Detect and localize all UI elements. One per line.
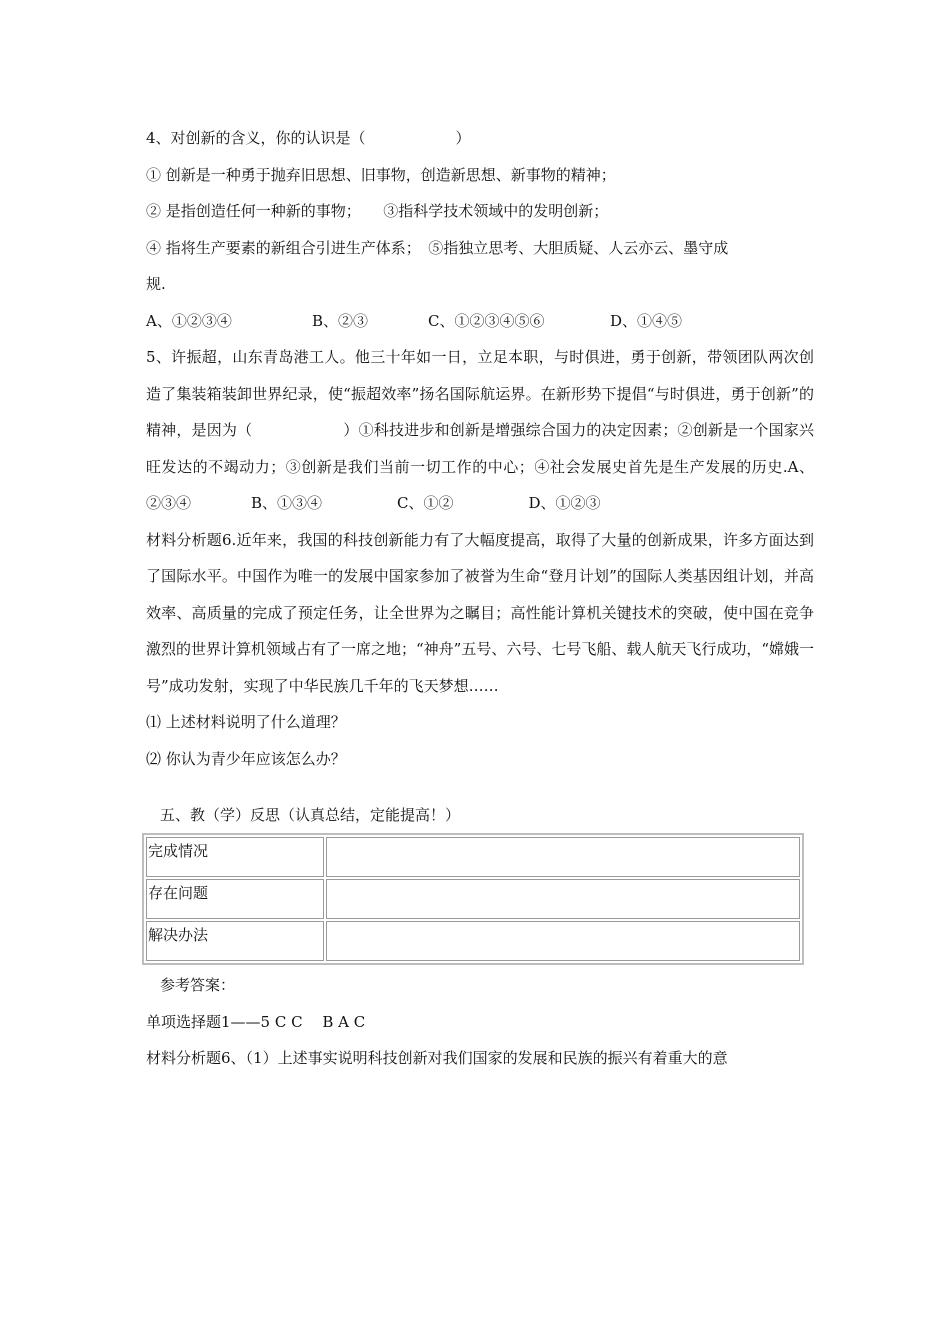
question-6-sub-1: ⑴ 上述材料说明了什么道理？ (146, 713, 346, 731)
question-4-stem: 4、对创新的含义，你的认识是（ ） (146, 129, 471, 147)
table-row (146, 879, 800, 919)
row-cell-completion[interactable] (326, 837, 800, 877)
reflection-title: 五、教（学）反思（认真总结，定能提高！） (160, 806, 461, 824)
document-page (146, 120, 814, 1077)
answers-analysis: 材料分析题6、（1）上述事实说明科技创新对我们国家的发展和民族的振兴有着重大的意 (146, 1049, 728, 1067)
option-d: D、①④⑤ (610, 311, 683, 330)
answers-single-choice: 单项选择题1——5 C C B A C (146, 1012, 366, 1031)
answers-section (146, 967, 814, 1077)
row-cell-solutions[interactable] (326, 921, 800, 961)
option-a: A、①②③④ (146, 311, 232, 330)
question-5: 5、许振超，山东青岛港工人。他三十年如一日，立足本职，与时俱进，勇于创新，带领团队两次创造了集装箱装卸世界纪录，使“振超效率”扬名国际航运界。在新形势下提倡“与时俱进，勇于创新”的精神，是因为（ ）①科技进步和创新是增强综合国力的决定因素；②创新是一个国家兴旺发达的不竭动力；③创新是我们当前一切工作的中心；④社会发展史首先是生产发展的历史.A、②③④ B、①③④ C、①② D、①②③ (146, 348, 814, 512)
row-label-problems: 存在问题 (146, 879, 324, 919)
table-row (146, 837, 800, 877)
question-4 (146, 120, 814, 339)
question-4-item-4: 规. (146, 275, 166, 293)
question-4-item-1: ① 创新是一种勇于抛弃旧思想、旧事物，创造新思想、新事物的精神； (146, 165, 616, 184)
table-row (146, 921, 800, 961)
reflection-table (142, 833, 804, 965)
question-6: 材料分析题6.近年来，我国的科技创新能力有了大幅度提高，取得了大量的创新成果，许多方面达到了国际水平。中国作为唯一的发展中国家参加了被誉为生命“登月计划”的国际人类基因组计划，并高效率、高质量的完成了预定任务，让全世界为之瞩目；高性能计算机关键技术的突破，使中国在竞争激烈的世界计算机领域占有了一席之地；“神舟”五号、六号、七号飞船、载人航天飞行成功，“嫦娥一号”成功发射，实现了中华民族几千年的飞天梦想…… (146, 530, 815, 695)
answers-heading: 参考答案： (160, 976, 236, 994)
question-4-item-2: ② 是指创造任何一种新的事物； ③指科学技术领域中的发明创新； (146, 202, 609, 220)
row-label-solutions: 解决办法 (146, 921, 324, 961)
row-cell-problems[interactable] (326, 879, 800, 919)
question-6-sub-2: ⑵ 你认为青少年应该怎么办？ (146, 749, 346, 768)
option-b: B、②③ (312, 311, 369, 330)
row-label-completion: 完成情况 (146, 837, 324, 877)
question-4-options (146, 303, 814, 340)
option-c: C、①②③④⑤⑥ (428, 311, 545, 330)
question-4-item-3: ④ 指将生产要素的新组合引进生产体系； ⑤指独立思考、大胆质疑、人云亦云、墨守成 (146, 238, 729, 257)
